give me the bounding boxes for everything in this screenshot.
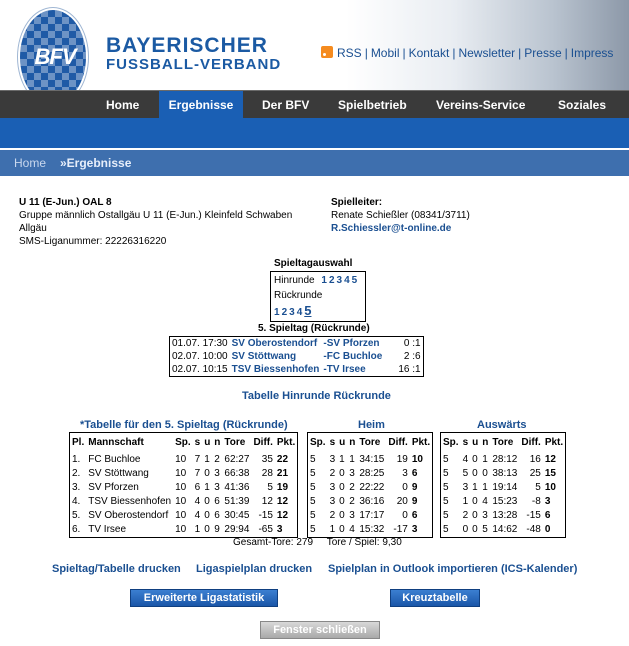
table-cell: 3: [411, 524, 418, 535]
rueckrunde-2[interactable]: 2: [281, 307, 288, 318]
table-cell: 1: [482, 454, 488, 465]
table-cell: 22:22: [359, 482, 385, 493]
table-cell: -48: [526, 524, 541, 535]
toplink-rss[interactable]: RSS: [337, 46, 362, 60]
table-cell: 28: [261, 468, 273, 479]
table-cell: SV Stöttwang: [88, 468, 149, 479]
column-header: Pkt.: [276, 437, 296, 448]
hinrunde-3[interactable]: 3: [336, 275, 343, 286]
table-cell: 5: [462, 468, 469, 479]
table-cell: -17: [393, 524, 408, 535]
table-cell: 7: [194, 468, 201, 479]
table-row: [308, 453, 433, 467]
table-cell: 0: [472, 524, 478, 535]
toplink-newsletter[interactable]: Newsletter: [458, 46, 516, 60]
table-cell: 34:15: [359, 454, 385, 465]
table-cell: 38:13: [492, 468, 518, 479]
table-cell: 5: [482, 524, 488, 535]
table-cell: 29:94: [224, 524, 250, 535]
table-cell: 5: [443, 524, 449, 535]
table-row: [308, 523, 433, 538]
print-schedule-link[interactable]: Ligaspielplan drucken: [196, 563, 313, 575]
table-cell: 62:27: [224, 454, 250, 465]
column-header: n: [482, 437, 489, 448]
match-row: [170, 337, 424, 351]
table-row: [70, 509, 298, 523]
bfv-logo[interactable]: [18, 8, 88, 92]
column-header: Pl.: [72, 437, 85, 448]
table-cell: 5: [310, 468, 316, 479]
table-cell: 0: [472, 510, 478, 521]
table-cell: 0: [339, 524, 345, 535]
rss-icon[interactable]: [321, 46, 333, 58]
column-header: u: [204, 437, 211, 448]
table-row: [308, 495, 433, 509]
table-cell: 3: [349, 468, 355, 479]
table-cell: 10: [544, 482, 556, 493]
table-cell: 3: [544, 496, 551, 507]
goal-totals: Gesamt-Tore: 279 Tore / Spiel: 9,30: [233, 537, 402, 548]
table-cell: 0: [339, 510, 345, 521]
table-cell: 2: [349, 496, 355, 507]
table-cell: 2: [329, 510, 336, 521]
table-row: [441, 453, 566, 467]
table-cell: 6.: [72, 524, 81, 535]
table-cell: 0: [472, 454, 478, 465]
column-header: Sp.: [175, 437, 191, 448]
table-cell: 2: [214, 454, 220, 465]
top-links: RSS | Mobil | Kontakt | Newsletter | Presse | Impress: [321, 46, 613, 60]
standings-table: [69, 432, 298, 538]
rueckrunde-1[interactable]: 1: [274, 307, 280, 318]
table-cell: 3: [349, 510, 355, 521]
table-cell: 51:39: [224, 496, 250, 507]
toplink-presse[interactable]: Presse: [524, 46, 562, 60]
brand-line-1: BAYERISCHER: [106, 34, 268, 57]
table-cell: 5: [443, 496, 449, 507]
table-row: [441, 467, 566, 481]
table-cell: 4: [462, 454, 469, 465]
table-cell: 1: [194, 524, 201, 535]
table-cell: 22: [276, 454, 289, 465]
table-row: [441, 481, 566, 495]
table-cell: 12: [276, 496, 289, 507]
column-header: n: [349, 437, 356, 448]
rueckrunde-label: Rückrunde: [274, 290, 323, 301]
table-cell: 0: [339, 496, 345, 507]
table-row: [441, 523, 566, 538]
column-header: s: [194, 437, 201, 448]
table-cell: 6: [214, 496, 220, 507]
table-cell: 4: [482, 496, 488, 507]
table-cell: 36:16: [359, 496, 385, 507]
column-header: Diff.: [521, 437, 541, 448]
table-cell: 6: [411, 510, 418, 521]
table-cell: 2: [349, 482, 355, 493]
table-cell: 5: [310, 510, 316, 521]
column-header: Tore: [359, 437, 381, 448]
table-cell: 0: [544, 524, 551, 535]
table-cell: 30:45: [224, 510, 250, 521]
matchday-select: [270, 271, 366, 322]
column-header: Pkt.: [544, 437, 564, 448]
brand-line-2: FUSSBALL-VERBAND: [106, 56, 282, 73]
table-cell: SV Pforzen: [88, 482, 139, 493]
table-cell: 2: [329, 468, 336, 479]
match-date: 01.07. 17:30: [172, 338, 228, 349]
column-header: u: [472, 437, 479, 448]
official-name: Renate Schießler (08341/3711): [331, 210, 470, 221]
match-score: 16 :1: [398, 364, 421, 375]
league-name: U 11 (E-Jun.) OAL 8: [19, 197, 112, 208]
table-cell: 21: [276, 468, 289, 479]
table-cell: 10: [175, 454, 187, 465]
table-row: [70, 481, 298, 495]
table-cell: 0: [482, 468, 488, 479]
table-cell: -15: [526, 510, 541, 521]
table-row: [70, 523, 298, 538]
table-cell: 4.: [72, 496, 81, 507]
table-cell: 5: [267, 482, 273, 493]
table-cell: TSV Biessenhofen: [88, 496, 172, 507]
column-header: n: [214, 437, 221, 448]
match-date: 02.07. 10:15: [172, 364, 228, 375]
table-row: [308, 467, 433, 481]
table-cell: FC Buchloe: [88, 454, 141, 465]
match-date: 02.07. 10:00: [172, 351, 228, 362]
match-official: [331, 196, 470, 235]
league-group: Gruppe männlich Ostallgäu U 11 (E-Jun.) Kleinfeld Schwaben Allgäu: [19, 210, 293, 234]
table-cell: 0: [472, 468, 478, 479]
table-row: [308, 481, 433, 495]
table-row: [70, 453, 298, 467]
table-cell: 3: [462, 482, 469, 493]
table-cell: 0: [472, 496, 478, 507]
table-cell: 0: [339, 482, 345, 493]
table-cell: 1: [462, 496, 469, 507]
table-cell: 5: [310, 454, 316, 465]
table-cell: -15: [258, 510, 273, 521]
table-cell: 4: [194, 510, 201, 521]
breadcrumb: [0, 150, 629, 176]
cross-table-button[interactable]: Kreuztabelle: [390, 589, 480, 607]
match-away-team[interactable]: -TV Irsee: [323, 364, 366, 375]
table-cell: 14:62: [492, 524, 518, 535]
table-cell: 0: [204, 524, 210, 535]
table-cell: 1: [349, 454, 355, 465]
table-cell: TV Irsee: [88, 524, 127, 535]
league-info: [19, 196, 319, 248]
table-cell: 10: [411, 454, 423, 465]
toplink-mobil[interactable]: Mobil: [370, 46, 400, 60]
table-cell: 66:38: [224, 468, 250, 479]
extended-stats-button[interactable]: Erweiterte Ligastatistik: [130, 589, 278, 607]
table-row: [70, 495, 298, 509]
main-nav: [0, 90, 629, 118]
nav-ergebnisse[interactable]: Ergebnisse: [159, 91, 243, 119]
table-cell: 15:32: [359, 524, 385, 535]
table-cell: 6: [411, 468, 418, 479]
table-cell: 2: [462, 510, 469, 521]
column-header: Tore: [224, 437, 246, 448]
table-cell: 16: [529, 454, 541, 465]
table-cell: 1: [472, 482, 478, 493]
nav-home[interactable]: Home: [106, 98, 140, 112]
table-cell: 5: [443, 482, 449, 493]
table-cell: 5: [310, 482, 316, 493]
table-cell: 0: [339, 468, 345, 479]
table-cell: 3: [402, 468, 408, 479]
table-cell: 3.: [72, 482, 81, 493]
match-score: 0 :1: [403, 338, 421, 349]
logo-text: BFV: [34, 44, 76, 69]
table-cell: -8: [531, 496, 541, 507]
table-cell: 0: [402, 482, 408, 493]
table-cell: 1: [204, 454, 210, 465]
table-cell: 3: [214, 468, 220, 479]
table-cell: 12: [261, 496, 273, 507]
matches-title: 5. Spieltag (Rückrunde): [258, 323, 370, 334]
table-cell: 9: [411, 496, 418, 507]
home-table: [307, 432, 433, 538]
rueckrunde-4[interactable]: 4: [296, 307, 303, 318]
table-cell: 5: [310, 524, 316, 535]
column-header: Pkt.: [411, 437, 431, 448]
hinrunde-1[interactable]: 1: [321, 275, 327, 286]
nav-spielbetrieb[interactable]: Spielbetrieb: [338, 98, 407, 112]
nav-der-bfv[interactable]: Der BFV: [262, 98, 310, 112]
hinrunde-label: Hinrunde: [274, 275, 315, 286]
table-cell: 3: [214, 482, 220, 493]
table-cell: 19:14: [492, 482, 518, 493]
column-header: u: [339, 437, 346, 448]
table-cell: 35: [261, 454, 273, 465]
table-cell: 3: [329, 454, 336, 465]
match-away-team[interactable]: -SV Pforzen: [323, 338, 380, 349]
table-cell: 13:28: [492, 510, 518, 521]
away-title: Auswärts: [477, 419, 527, 431]
column-header: Tore: [492, 437, 514, 448]
table-row: [308, 509, 433, 523]
hinrunde-2[interactable]: 2: [328, 275, 335, 286]
table-cell: -65: [258, 524, 273, 535]
table-cell: 28:25: [359, 468, 385, 479]
table-cell: 28:12: [492, 454, 518, 465]
breadcrumb-home[interactable]: Home: [14, 156, 47, 170]
table-cell: 19: [396, 454, 408, 465]
table-cell: 2.: [72, 468, 81, 479]
table-cell: 15: [544, 468, 556, 479]
table-cell: 3: [329, 482, 336, 493]
column-header: Sp.: [310, 437, 326, 448]
table-cell: 15:23: [492, 496, 518, 507]
table-cell: 1: [204, 482, 210, 493]
column-header: Diff.: [253, 437, 273, 448]
table-cell: 5: [443, 454, 449, 465]
table-rounds-link[interactable]: Tabelle Hinrunde Rückrunde: [242, 390, 391, 402]
table-cell: 12: [544, 454, 556, 465]
toplink-impressum[interactable]: Impress: [570, 46, 614, 60]
away-table: [440, 432, 566, 538]
table-cell: 5: [535, 482, 541, 493]
column-header: s: [462, 437, 469, 448]
table-cell: 3: [482, 510, 488, 521]
rueckrunde-3[interactable]: 3: [289, 307, 295, 318]
match-home-team[interactable]: TSV Biessenhofen: [231, 364, 320, 375]
breadcrumb-current: »Ergebnisse: [60, 156, 132, 170]
hinrunde-4[interactable]: 4: [344, 275, 350, 286]
site-header: [0, 0, 629, 92]
table-cell: 4: [349, 524, 355, 535]
table-cell: 6: [544, 510, 551, 521]
table-cell: 19: [276, 482, 289, 493]
table-cell: 7: [194, 454, 201, 465]
outlook-import-link[interactable]: Spielplan in Outlook importieren (ICS-Kalender): [328, 563, 578, 575]
table-cell: 12: [276, 510, 289, 521]
matchday-select-title: Spieltagauswahl: [274, 258, 353, 269]
table-row: [441, 509, 566, 523]
league-sms: SMS-Liganummer: 22226316220: [19, 236, 167, 247]
official-title: Spielleiter:: [331, 197, 383, 208]
home-title: Heim: [358, 419, 385, 431]
table-cell: 17:17: [359, 510, 385, 521]
table-cell: 6: [214, 510, 220, 521]
table-cell: 0: [204, 510, 210, 521]
nav-vereins-service[interactable]: Vereins-Service: [436, 98, 526, 112]
table-cell: 1: [482, 482, 488, 493]
column-header: s: [329, 437, 336, 448]
table-cell: 0: [462, 524, 469, 535]
table-cell: 41:36: [224, 482, 250, 493]
match-home-team[interactable]: SV Stöttwang: [231, 351, 297, 362]
table-cell: 0: [204, 496, 210, 507]
matches-table: [169, 336, 424, 377]
table-cell: 0: [402, 510, 408, 521]
table-cell: 20: [396, 496, 408, 507]
column-header: Mannschaft: [88, 437, 144, 448]
standings-title: *Tabelle für den 5. Spieltag (Rückrunde): [80, 419, 288, 431]
table-cell: 1: [339, 454, 345, 465]
table-cell: 3: [329, 496, 336, 507]
table-cell: 5: [443, 468, 449, 479]
table-cell: 25: [529, 468, 541, 479]
table-cell: 10: [175, 482, 187, 493]
table-cell: 10: [175, 496, 187, 507]
table-cell: 5.: [72, 510, 81, 521]
table-row: [441, 495, 566, 509]
table-cell: SV Oberostendorf: [88, 510, 169, 521]
column-header: Diff.: [388, 437, 408, 448]
table-cell: 1: [329, 524, 336, 535]
print-matchday-link[interactable]: Spieltag/Tabelle drucken: [52, 563, 181, 575]
close-window-button[interactable]: Fenster schließen: [260, 621, 380, 639]
match-home-team[interactable]: SV Oberostendorf: [231, 338, 318, 349]
rueckrunde-current[interactable]: 5: [304, 303, 312, 318]
table-cell: 9: [214, 524, 220, 535]
table-cell: 0: [204, 468, 210, 479]
match-row: [170, 350, 424, 363]
match-row: [170, 363, 424, 377]
match-score: 2 :6: [403, 351, 421, 362]
column-header: Sp.: [443, 437, 459, 448]
toplink-kontakt[interactable]: Kontakt: [408, 46, 450, 60]
subnav-band: [0, 118, 629, 148]
table-cell: 9: [411, 482, 418, 493]
table-cell: 3: [276, 524, 283, 535]
nav-soziales[interactable]: Soziales: [558, 98, 607, 112]
table-row: [70, 467, 298, 481]
table-cell: 5: [310, 496, 316, 507]
table-cell: 5: [443, 510, 449, 521]
official-email-link[interactable]: R.Schiessler@t-online.de: [331, 223, 452, 234]
table-cell: 4: [194, 496, 201, 507]
table-cell: 10: [175, 510, 187, 521]
match-away-team[interactable]: -FC Buchloe: [323, 351, 383, 362]
table-cell: 1.: [72, 454, 81, 465]
table-cell: 10: [175, 524, 187, 535]
table-cell: 6: [194, 482, 201, 493]
table-cell: 10: [175, 468, 187, 479]
hinrunde-5[interactable]: 5: [351, 275, 358, 286]
